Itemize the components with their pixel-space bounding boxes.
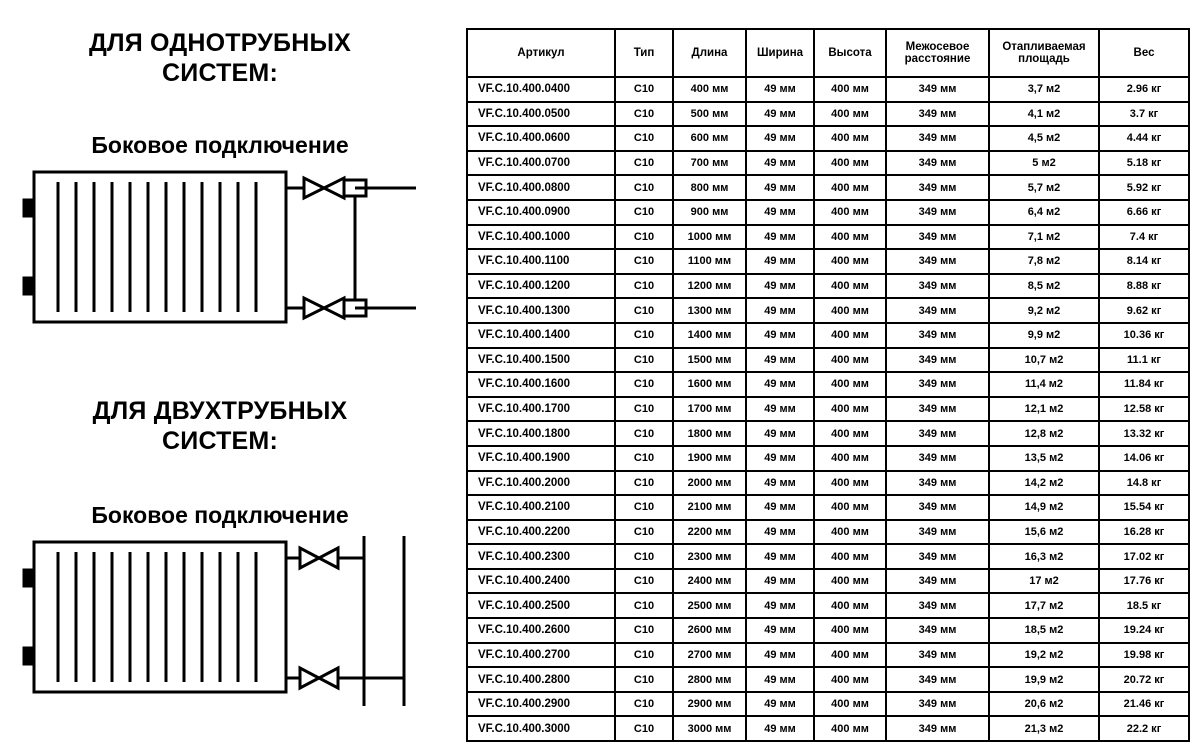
radiator-diagram-double-pipe <box>12 530 432 720</box>
cell-article: VF.C.10.400.2100 <box>467 495 615 520</box>
table-row <box>467 692 1189 717</box>
cell-width: 49 мм <box>746 520 814 545</box>
cell-height: 400 мм <box>814 298 886 323</box>
cell-article: VF.C.10.400.2700 <box>467 643 615 668</box>
cell-type: C10 <box>615 200 673 225</box>
table-row <box>467 298 1189 323</box>
cell-weight: 13.32 кг <box>1099 421 1189 446</box>
cell-weight: 7.4 кг <box>1099 225 1189 250</box>
cell-width: 49 мм <box>746 77 814 102</box>
cell-weight: 17.02 кг <box>1099 544 1189 569</box>
column-header-axis-distance: Межосевое расстояние <box>886 29 989 77</box>
cell-axis-distance: 349 мм <box>886 593 989 618</box>
cell-axis-distance: 349 мм <box>886 372 989 397</box>
cell-length: 2100 мм <box>673 495 746 520</box>
cell-axis-distance: 349 мм <box>886 225 989 250</box>
cell-width: 49 мм <box>746 667 814 692</box>
cell-width: 49 мм <box>746 495 814 520</box>
cell-article: VF.C.10.400.2300 <box>467 544 615 569</box>
cell-heated-area: 11,4 м2 <box>989 372 1099 397</box>
cell-type: C10 <box>615 593 673 618</box>
cell-type: C10 <box>615 274 673 299</box>
cell-height: 400 мм <box>814 569 886 594</box>
table-row <box>467 249 1189 274</box>
cell-type: C10 <box>615 618 673 643</box>
cell-axis-distance: 349 мм <box>886 126 989 151</box>
cell-axis-distance: 349 мм <box>886 200 989 225</box>
cell-height: 400 мм <box>814 175 886 200</box>
cell-heated-area: 7,8 м2 <box>989 249 1099 274</box>
cell-article: VF.C.10.400.2800 <box>467 667 615 692</box>
cell-height: 400 мм <box>814 593 886 618</box>
cell-height: 400 мм <box>814 397 886 422</box>
table-body <box>467 77 1189 741</box>
cell-weight: 10.36 кг <box>1099 323 1189 348</box>
column-header-article: Артикул <box>467 29 615 77</box>
cell-width: 49 мм <box>746 102 814 127</box>
cell-weight: 5.92 кг <box>1099 175 1189 200</box>
table-row <box>467 397 1189 422</box>
cell-width: 49 мм <box>746 200 814 225</box>
cell-heated-area: 9,2 м2 <box>989 298 1099 323</box>
table-row <box>467 643 1189 668</box>
cell-axis-distance: 349 мм <box>886 77 989 102</box>
cell-length: 800 мм <box>673 175 746 200</box>
cell-heated-area: 4,1 м2 <box>989 102 1099 127</box>
cell-heated-area: 12,8 м2 <box>989 421 1099 446</box>
cell-heated-area: 4,5 м2 <box>989 126 1099 151</box>
cell-height: 400 мм <box>814 126 886 151</box>
table-row <box>467 323 1189 348</box>
cell-height: 400 мм <box>814 249 886 274</box>
cell-axis-distance: 349 мм <box>886 446 989 471</box>
cell-article: VF.C.10.400.2400 <box>467 569 615 594</box>
cell-length: 900 мм <box>673 200 746 225</box>
cell-article: VF.C.10.400.1600 <box>467 372 615 397</box>
cell-heated-area: 12,1 м2 <box>989 397 1099 422</box>
cell-heated-area: 17,7 м2 <box>989 593 1099 618</box>
cell-weight: 20.72 кг <box>1099 667 1189 692</box>
cell-weight: 17.76 кг <box>1099 569 1189 594</box>
cell-type: C10 <box>615 667 673 692</box>
cell-weight: 6.66 кг <box>1099 200 1189 225</box>
cell-article: VF.C.10.400.0600 <box>467 126 615 151</box>
cell-weight: 19.98 кг <box>1099 643 1189 668</box>
cell-article: VF.C.10.400.0800 <box>467 175 615 200</box>
cell-article: VF.C.10.400.0700 <box>467 151 615 176</box>
cell-axis-distance: 349 мм <box>886 544 989 569</box>
table-row <box>467 520 1189 545</box>
cell-type: C10 <box>615 692 673 717</box>
cell-weight: 19.24 кг <box>1099 618 1189 643</box>
table-row <box>467 471 1189 496</box>
cell-article: VF.C.10.400.2600 <box>467 618 615 643</box>
cell-height: 400 мм <box>814 446 886 471</box>
cell-length: 400 мм <box>673 77 746 102</box>
cell-height: 400 мм <box>814 323 886 348</box>
cell-length: 1800 мм <box>673 421 746 446</box>
cell-width: 49 мм <box>746 274 814 299</box>
cell-width: 49 мм <box>746 175 814 200</box>
cell-height: 400 мм <box>814 421 886 446</box>
cell-axis-distance: 349 мм <box>886 569 989 594</box>
cell-weight: 11.1 кг <box>1099 348 1189 373</box>
cell-weight: 21.46 кг <box>1099 692 1189 717</box>
cell-height: 400 мм <box>814 716 886 741</box>
cell-type: C10 <box>615 348 673 373</box>
cell-heated-area: 5 м2 <box>989 151 1099 176</box>
cell-article: VF.C.10.400.0900 <box>467 200 615 225</box>
cell-heated-area: 14,2 м2 <box>989 471 1099 496</box>
cell-length: 3000 мм <box>673 716 746 741</box>
cell-width: 49 мм <box>746 348 814 373</box>
cell-weight: 16.28 кг <box>1099 520 1189 545</box>
cell-length: 1700 мм <box>673 397 746 422</box>
cell-heated-area: 10,7 м2 <box>989 348 1099 373</box>
table-row <box>467 667 1189 692</box>
cell-axis-distance: 349 мм <box>886 249 989 274</box>
cell-width: 49 мм <box>746 593 814 618</box>
cell-heated-area: 16,3 м2 <box>989 544 1099 569</box>
cell-length: 1100 мм <box>673 249 746 274</box>
table-row <box>467 618 1189 643</box>
cell-type: C10 <box>615 151 673 176</box>
cell-type: C10 <box>615 175 673 200</box>
cell-weight: 5.18 кг <box>1099 151 1189 176</box>
cell-heated-area: 18,5 м2 <box>989 618 1099 643</box>
table-row <box>467 175 1189 200</box>
cell-article: VF.C.10.400.1700 <box>467 397 615 422</box>
cell-width: 49 мм <box>746 446 814 471</box>
cell-height: 400 мм <box>814 102 886 127</box>
cell-type: C10 <box>615 126 673 151</box>
cell-length: 1200 мм <box>673 274 746 299</box>
cell-length: 1500 мм <box>673 348 746 373</box>
cell-axis-distance: 349 мм <box>886 667 989 692</box>
cell-article: VF.C.10.400.2500 <box>467 593 615 618</box>
cell-axis-distance: 349 мм <box>886 471 989 496</box>
cell-axis-distance: 349 мм <box>886 323 989 348</box>
specifications-table-container <box>466 28 1188 742</box>
cell-heated-area: 5,7 м2 <box>989 175 1099 200</box>
cell-weight: 3.7 кг <box>1099 102 1189 127</box>
cell-width: 49 мм <box>746 397 814 422</box>
cell-height: 400 мм <box>814 200 886 225</box>
table-row <box>467 569 1189 594</box>
cell-length: 2500 мм <box>673 593 746 618</box>
double-pipe-subheading: Боковое подключение <box>91 502 349 528</box>
cell-axis-distance: 349 мм <box>886 175 989 200</box>
cell-width: 49 мм <box>746 372 814 397</box>
cell-weight: 14.8 кг <box>1099 471 1189 496</box>
cell-weight: 8.88 кг <box>1099 274 1189 299</box>
cell-type: C10 <box>615 471 673 496</box>
cell-axis-distance: 349 мм <box>886 421 989 446</box>
cell-height: 400 мм <box>814 495 886 520</box>
cell-type: C10 <box>615 102 673 127</box>
left-illustration-column <box>0 0 455 723</box>
cell-width: 49 мм <box>746 544 814 569</box>
table-row <box>467 274 1189 299</box>
cell-length: 2400 мм <box>673 569 746 594</box>
cell-type: C10 <box>615 372 673 397</box>
cell-type: C10 <box>615 225 673 250</box>
cell-length: 1000 мм <box>673 225 746 250</box>
single-pipe-subheading: Боковое подключение <box>91 132 349 158</box>
double-pipe-heading <box>10 396 430 456</box>
cell-weight: 8.14 кг <box>1099 249 1189 274</box>
cell-heated-area: 13,5 м2 <box>989 446 1099 471</box>
cell-width: 49 мм <box>746 298 814 323</box>
table-row <box>467 200 1189 225</box>
cell-axis-distance: 349 мм <box>886 397 989 422</box>
cell-type: C10 <box>615 298 673 323</box>
table-row <box>467 372 1189 397</box>
radiator-diagram-single-pipe <box>12 160 432 355</box>
column-header-height: Высота <box>814 29 886 77</box>
double-pipe-heading-line2: СИСТЕМ: <box>162 427 278 455</box>
cell-type: C10 <box>615 520 673 545</box>
cell-height: 400 мм <box>814 77 886 102</box>
cell-width: 49 мм <box>746 225 814 250</box>
cell-type: C10 <box>615 716 673 741</box>
cell-height: 400 мм <box>814 520 886 545</box>
cell-type: C10 <box>615 643 673 668</box>
cell-heated-area: 21,3 м2 <box>989 716 1099 741</box>
cell-article: VF.C.10.400.1800 <box>467 421 615 446</box>
cell-length: 600 мм <box>673 126 746 151</box>
cell-type: C10 <box>615 77 673 102</box>
cell-width: 49 мм <box>746 471 814 496</box>
cell-axis-distance: 349 мм <box>886 692 989 717</box>
cell-weight: 18.5 кг <box>1099 593 1189 618</box>
cell-height: 400 мм <box>814 618 886 643</box>
cell-article: VF.C.10.400.2900 <box>467 692 615 717</box>
cell-width: 49 мм <box>746 692 814 717</box>
cell-weight: 9.62 кг <box>1099 298 1189 323</box>
table-row <box>467 348 1189 373</box>
column-header-width: Ширина <box>746 29 814 77</box>
cell-height: 400 мм <box>814 643 886 668</box>
cell-height: 400 мм <box>814 692 886 717</box>
cell-article: VF.C.10.400.1000 <box>467 225 615 250</box>
cell-weight: 14.06 кг <box>1099 446 1189 471</box>
cell-weight: 15.54 кг <box>1099 495 1189 520</box>
cell-axis-distance: 349 мм <box>886 716 989 741</box>
specifications-table <box>466 28 1190 742</box>
double-pipe-heading-line1: ДЛЯ ДВУХТРУБНЫХ <box>92 397 348 425</box>
table-row <box>467 544 1189 569</box>
cell-axis-distance: 349 мм <box>886 618 989 643</box>
column-header-length: Длина <box>673 29 746 77</box>
cell-length: 2900 мм <box>673 692 746 717</box>
cell-article: VF.C.10.400.1500 <box>467 348 615 373</box>
cell-height: 400 мм <box>814 471 886 496</box>
cell-axis-distance: 349 мм <box>886 298 989 323</box>
cell-article: VF.C.10.400.1400 <box>467 323 615 348</box>
cell-length: 1400 мм <box>673 323 746 348</box>
cell-width: 49 мм <box>746 249 814 274</box>
cell-heated-area: 20,6 м2 <box>989 692 1099 717</box>
cell-width: 49 мм <box>746 643 814 668</box>
table-row <box>467 495 1189 520</box>
table-row <box>467 77 1189 102</box>
cell-length: 2300 мм <box>673 544 746 569</box>
cell-article: VF.C.10.400.1300 <box>467 298 615 323</box>
table-row <box>467 151 1189 176</box>
cell-article: VF.C.10.400.1200 <box>467 274 615 299</box>
cell-article: VF.C.10.400.0500 <box>467 102 615 127</box>
cell-axis-distance: 349 мм <box>886 348 989 373</box>
cell-width: 49 мм <box>746 323 814 348</box>
cell-heated-area: 19,9 м2 <box>989 667 1099 692</box>
cell-length: 2200 мм <box>673 520 746 545</box>
cell-article: VF.C.10.400.3000 <box>467 716 615 741</box>
table-row <box>467 421 1189 446</box>
cell-article: VF.C.10.400.2200 <box>467 520 615 545</box>
cell-length: 1300 мм <box>673 298 746 323</box>
cell-weight: 22.2 кг <box>1099 716 1189 741</box>
table-header-row <box>467 29 1189 77</box>
cell-heated-area: 15,6 м2 <box>989 520 1099 545</box>
cell-article: VF.C.10.400.1900 <box>467 446 615 471</box>
cell-heated-area: 9,9 м2 <box>989 323 1099 348</box>
cell-axis-distance: 349 мм <box>886 643 989 668</box>
cell-axis-distance: 349 мм <box>886 274 989 299</box>
cell-length: 2600 мм <box>673 618 746 643</box>
cell-width: 49 мм <box>746 716 814 741</box>
cell-type: C10 <box>615 495 673 520</box>
cell-heated-area: 17 м2 <box>989 569 1099 594</box>
cell-width: 49 мм <box>746 569 814 594</box>
cell-heated-area: 6,4 м2 <box>989 200 1099 225</box>
cell-axis-distance: 349 мм <box>886 102 989 127</box>
cell-type: C10 <box>615 323 673 348</box>
cell-height: 400 мм <box>814 348 886 373</box>
cell-length: 2700 мм <box>673 643 746 668</box>
cell-height: 400 мм <box>814 274 886 299</box>
cell-length: 1600 мм <box>673 372 746 397</box>
cell-weight: 11.84 кг <box>1099 372 1189 397</box>
cell-heated-area: 7,1 м2 <box>989 225 1099 250</box>
cell-type: C10 <box>615 544 673 569</box>
cell-axis-distance: 349 мм <box>886 495 989 520</box>
single-pipe-heading-line2: СИСТЕМ: <box>162 59 278 87</box>
cell-article: VF.C.10.400.1100 <box>467 249 615 274</box>
cell-weight: 2.96 кг <box>1099 77 1189 102</box>
single-pipe-heading-line1: ДЛЯ ОДНОТРУБНЫХ <box>88 29 352 57</box>
cell-height: 400 мм <box>814 225 886 250</box>
table-row <box>467 593 1189 618</box>
cell-height: 400 мм <box>814 372 886 397</box>
table-row <box>467 446 1189 471</box>
cell-axis-distance: 349 мм <box>886 520 989 545</box>
cell-article: VF.C.10.400.0400 <box>467 77 615 102</box>
cell-width: 49 мм <box>746 618 814 643</box>
cell-heated-area: 19,2 м2 <box>989 643 1099 668</box>
cell-article: VF.C.10.400.2000 <box>467 471 615 496</box>
cell-height: 400 мм <box>814 151 886 176</box>
table-row <box>467 126 1189 151</box>
single-pipe-heading <box>10 28 430 88</box>
column-header-heated-area: Отапливаемая площадь <box>989 29 1099 77</box>
cell-length: 2000 мм <box>673 471 746 496</box>
cell-heated-area: 14,9 м2 <box>989 495 1099 520</box>
cell-height: 400 мм <box>814 544 886 569</box>
cell-type: C10 <box>615 569 673 594</box>
cell-length: 1900 мм <box>673 446 746 471</box>
column-header-weight: Вес <box>1099 29 1189 77</box>
cell-width: 49 мм <box>746 126 814 151</box>
cell-type: C10 <box>615 249 673 274</box>
table-row <box>467 102 1189 127</box>
cell-type: C10 <box>615 446 673 471</box>
cell-type: C10 <box>615 421 673 446</box>
cell-width: 49 мм <box>746 151 814 176</box>
cell-length: 700 мм <box>673 151 746 176</box>
cell-type: C10 <box>615 397 673 422</box>
column-header-type: Тип <box>615 29 673 77</box>
cell-weight: 4.44 кг <box>1099 126 1189 151</box>
table-row <box>467 716 1189 741</box>
table-row <box>467 225 1189 250</box>
cell-heated-area: 8,5 м2 <box>989 274 1099 299</box>
cell-weight: 12.58 кг <box>1099 397 1189 422</box>
cell-length: 500 мм <box>673 102 746 127</box>
cell-axis-distance: 349 мм <box>886 151 989 176</box>
cell-width: 49 мм <box>746 421 814 446</box>
cell-length: 2800 мм <box>673 667 746 692</box>
cell-height: 400 мм <box>814 667 886 692</box>
cell-heated-area: 3,7 м2 <box>989 77 1099 102</box>
